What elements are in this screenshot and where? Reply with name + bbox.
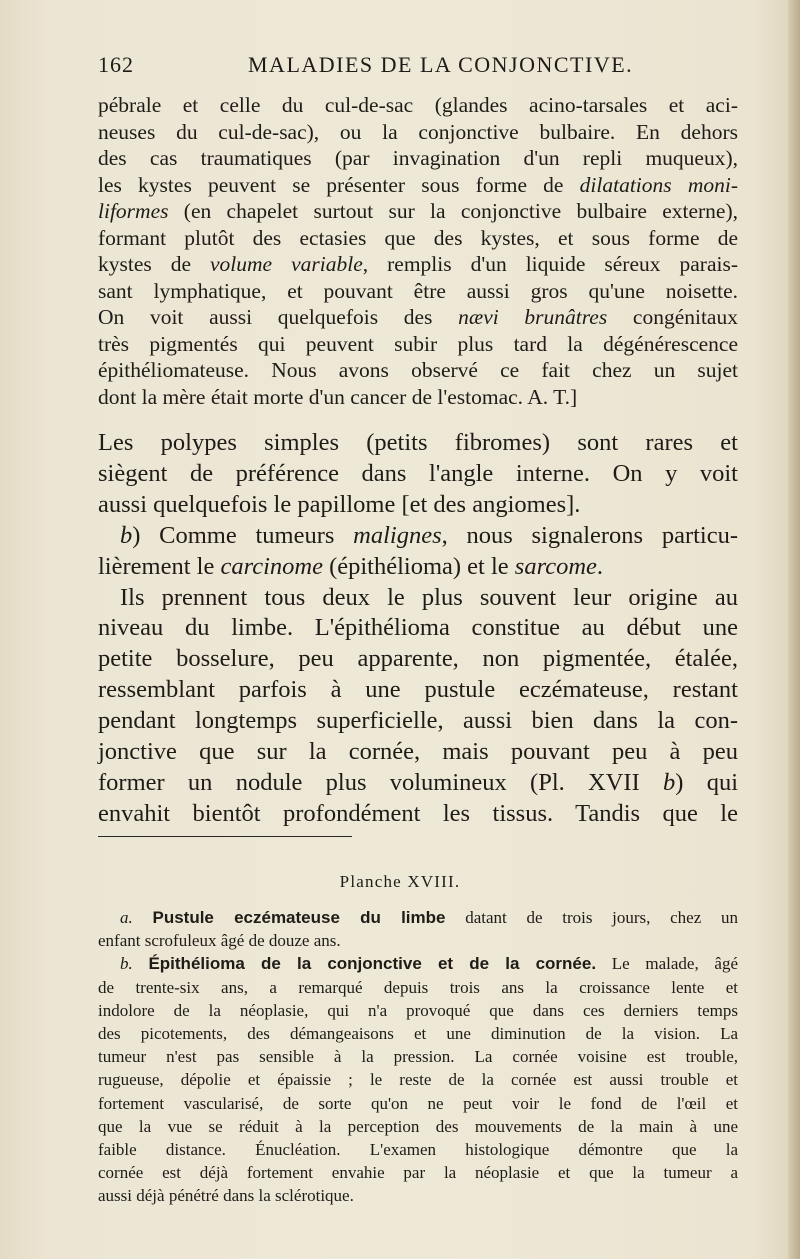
- italic-term: b: [663, 768, 676, 796]
- caption-line: cornée est déjà fortement envahie par la néoplasie et que la tumeur a: [98, 1163, 738, 1183]
- text-line: envahit bientôt profondément les tissus. Tandis que le: [98, 799, 738, 827]
- text-line: jonctive que sur la cornée, mais pouvant peu à peu: [98, 738, 738, 766]
- caption-line: [120, 906, 738, 929]
- caption-line: aussi déjà pénétré dans la sclérotique.: [98, 1186, 354, 1206]
- text-line: ressemblant parfois à une pustule eczémateuse, restant: [98, 676, 738, 704]
- text-line: petite bosselure, peu apparente, non pigmentée, étalée,: [98, 645, 738, 673]
- text-line: des cas traumatiques (par invagination d'un repli muqueux),: [98, 146, 738, 170]
- caption-line: rugueuse, dépolie et épaissie ; le reste de la cornée est aussi trouble et: [98, 1070, 738, 1090]
- italic-term: malignes: [353, 521, 442, 549]
- italic-term: dilatations moni-: [579, 172, 738, 197]
- text-run: (épithélioma) et le: [322, 552, 515, 580]
- text-run: Le malade, âgé: [596, 954, 738, 974]
- caption-line: que la vue se réduit à la perception des mouvements de la main à une: [98, 1116, 738, 1136]
- text-line: pébrale et celle du cul-de-sac (glandes acino-tarsales et aci-: [98, 93, 738, 117]
- page-number: 162: [98, 52, 134, 77]
- text-line: [98, 521, 738, 552]
- text-line: [98, 198, 738, 225]
- running-header: [98, 52, 738, 82]
- text-line: pendant longtemps superficielle, aussi bien dans la con-: [98, 707, 738, 735]
- caption-line: [120, 952, 738, 975]
- text-run: datant de trois jours, chez un: [445, 908, 738, 927]
- caption-line: tumeur n'est pas sensible à la pression. La cornée voisine est trouble,: [98, 1047, 738, 1067]
- text-line: très pigmentés qui peuvent subir plus tard la dégénérescence: [98, 331, 738, 356]
- text-run: congénitaux: [607, 305, 738, 329]
- text-run: ) Comme tumeurs: [132, 521, 354, 549]
- text-line: dont la mère était morte d'un cancer de l'estomac. A. T.]: [98, 384, 578, 409]
- text-run: lièrement le: [98, 552, 221, 580]
- item-letter: a.: [120, 908, 133, 927]
- text-line: Ils prennent tous deux le plus souvent leur origine au: [120, 583, 738, 611]
- text-run: (en chapelet surtout sur la conjonctive bulbaire externe),: [168, 199, 738, 223]
- footnote-divider: [98, 836, 352, 837]
- text-line: aussi quelquefois le papillome [et des angiomes].: [98, 490, 581, 518]
- paragraph-tumeurs: [98, 428, 738, 830]
- plate-caption: [98, 906, 738, 1208]
- italic-term: liformes: [98, 199, 169, 223]
- text-line: sant lymphatique, et pouvant être aussi gros qu'une noisette.: [98, 278, 738, 303]
- caption-line: indolore de la néoplasie, qui n'a provoqué que dans ces derniers temps: [98, 1000, 738, 1020]
- paragraph-kystes: [98, 92, 738, 410]
- item-letter: b.: [120, 954, 133, 974]
- italic-term: nævi brunâtres: [458, 305, 608, 329]
- text-line: neuses du cul-de-sac), ou la conjonctive bulbaire. En dehors: [98, 119, 738, 144]
- caption-line: faible distance. Énucléation. L'examen histologique démontre que la: [98, 1140, 738, 1160]
- text-line: [98, 172, 738, 199]
- text-line: [98, 251, 738, 278]
- caption-line: enfant scrofuleux âgé de douze ans.: [98, 931, 341, 951]
- text-line: niveau du limbe. L'épithélioma constitue au début une: [98, 614, 738, 642]
- text-line: siègent de préférence dans l'angle interne. On y voit: [98, 459, 738, 487]
- text-run: On voit aussi quelquefois des: [98, 305, 459, 329]
- text-line: [98, 304, 738, 331]
- bold-heading: Épithélioma de la conjonctive et de la cornée.: [148, 954, 597, 974]
- text-line: formant plutôt des ectasies que des kystes, et sous forme de: [98, 225, 738, 250]
- text-run: kystes de: [98, 252, 211, 276]
- page-spine-edge: [788, 0, 800, 1259]
- item-letter: b: [120, 521, 133, 549]
- caption-line: fortement vascularisé, de sorte qu'on ne peut voir le fond de l'œil et: [98, 1093, 738, 1113]
- text-line: épithéliomateuse. Nous avons observé ce fait chez un sujet: [98, 358, 738, 382]
- bold-heading: Pustule eczémateuse du limbe: [152, 908, 446, 927]
- text-run: , remplis d'un liquide séreux parais-: [362, 252, 738, 276]
- text-run: ) qui: [675, 768, 738, 796]
- text-line: [98, 768, 738, 799]
- italic-term: volume variable: [210, 252, 363, 276]
- running-title: MALADIES DE LA CONJONCTIVE.: [248, 52, 634, 77]
- italic-term: carcinome: [220, 552, 323, 580]
- text-line: [98, 552, 738, 583]
- text-line: Les polypes simples (petits fibromes) sont rares et: [98, 429, 738, 456]
- text-run: les kystes peuvent se présenter sous forme de: [98, 172, 580, 197]
- italic-term: sarcome: [514, 552, 597, 580]
- text-run: former un nodule plus volumineux (Pl. XVII: [98, 768, 664, 796]
- caption-line: des picotements, des démangeaisons et une diminution de la vision. La: [98, 1024, 738, 1044]
- text-run: .: [596, 552, 604, 580]
- caption-line: de trente-six ans, a remarqué depuis trois ans la croissance lente et: [98, 977, 738, 997]
- plate-title: Planche XVIII.: [339, 872, 461, 891]
- text-run: , nous signalerons particu-: [441, 521, 738, 549]
